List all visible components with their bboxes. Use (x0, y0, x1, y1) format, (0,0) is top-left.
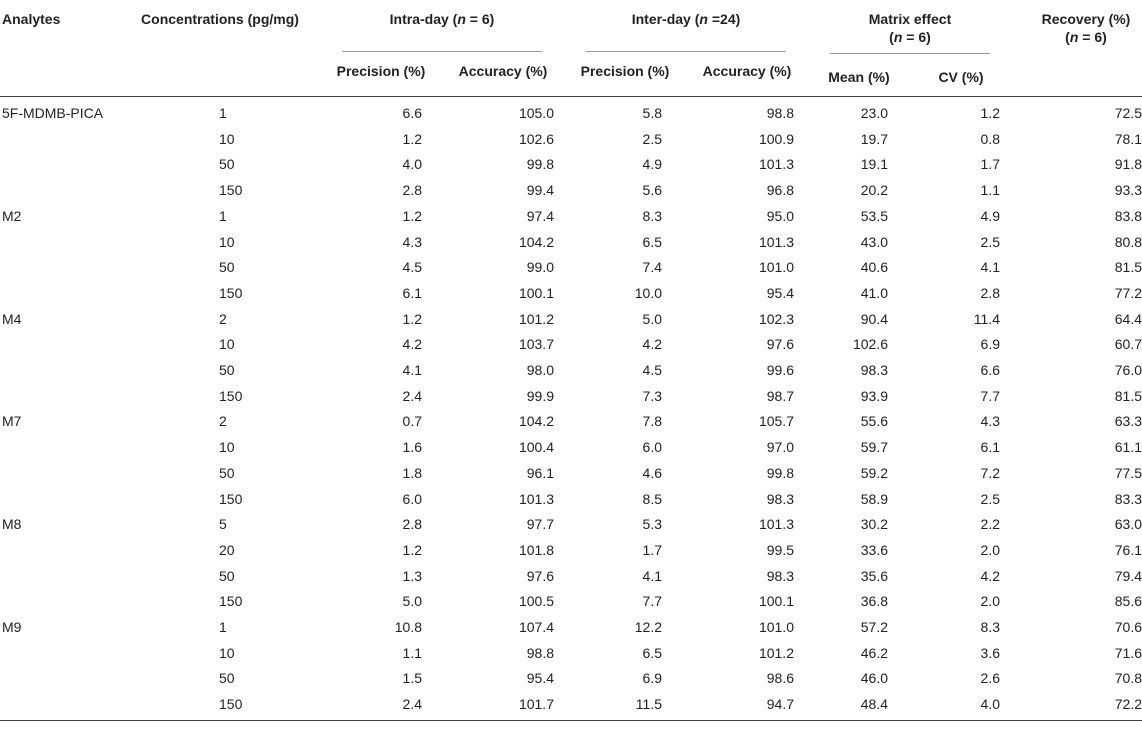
inter-accuracy-cell: 100.1 (758, 593, 794, 610)
inter-precision-cell: 8.5 (642, 490, 662, 507)
intra-precision-cell: 6.6 (402, 105, 422, 121)
matrix-mean-cell: 41.0 (860, 284, 888, 301)
analyte-cell: M4 (2, 310, 22, 327)
concentration-cell: 2 (219, 310, 227, 327)
inter-accuracy-cell: 105.7 (758, 413, 794, 430)
recovery-cell: 85.6 (1114, 593, 1142, 610)
intra-accuracy-cell: 101.3 (518, 490, 554, 507)
analyte-cell (0, 487, 120, 513)
intra-accuracy-cell: 98.8 (526, 644, 554, 661)
matrix-cv-cell: 4.9 (980, 207, 1000, 224)
concentration-cell: 50 (219, 362, 235, 379)
analyte-cell (0, 589, 120, 615)
concentration-cell: 10 (219, 644, 235, 661)
intra-accuracy-cell: 99.4 (526, 182, 554, 199)
matrix-cv-cell: 3.6 (980, 644, 1000, 661)
intra-precision-cell: 0.7 (402, 413, 422, 430)
concentration-cell: 1 (219, 105, 227, 121)
table-row (0, 255, 1142, 281)
table-row (0, 564, 1142, 590)
inter-accuracy-cell: 98.3 (766, 490, 794, 507)
intra-precision-cell: 2.8 (402, 516, 422, 533)
matrix-mean-cell: 35.6 (860, 567, 888, 584)
matrix-cv-cell: 2.6 (980, 670, 1000, 687)
table-row (0, 332, 1142, 358)
inter-precision-cell: 4.6 (642, 464, 662, 481)
inter-accuracy-cell: 96.8 (766, 182, 794, 199)
inter-precision-cell: 4.2 (642, 336, 662, 353)
matrix-cv-cell: 6.1 (980, 439, 1000, 456)
inter-accuracy-cell: 102.3 (758, 310, 794, 327)
matrix-mean-cell: 55.6 (860, 413, 888, 430)
inter-accuracy-cell: 100.9 (758, 130, 794, 147)
intra-precision-cell: 1.2 (402, 207, 422, 224)
matrix-cv-cell: 0.8 (980, 130, 1000, 147)
analyte-cell (0, 564, 120, 590)
inter-accuracy-cell: 97.0 (766, 439, 794, 456)
table-row (0, 384, 1142, 410)
recovery-cell: 63.3 (1114, 413, 1142, 430)
concentration-cell: 10 (219, 130, 235, 147)
concentration-cell: 10 (219, 233, 235, 250)
matrix-mean-cell: 58.9 (860, 490, 888, 507)
table-row (0, 281, 1142, 307)
inter-precision-cell: 4.1 (642, 567, 662, 584)
table-row (0, 152, 1142, 178)
matrix-mean-cell: 43.0 (860, 233, 888, 250)
analyte-cell (0, 666, 120, 692)
concentration-cell: 20 (219, 541, 235, 558)
recovery-cell: 83.8 (1114, 207, 1142, 224)
inter-accuracy-cell: 95.4 (766, 284, 794, 301)
analyte-cell: 5F-MDMB-PICA (2, 105, 104, 121)
intra-accuracy-cell: 99.0 (526, 259, 554, 276)
table-row (0, 435, 1142, 461)
inter-accuracy-cell: 101.3 (758, 233, 794, 250)
matrix-mean-cell: 46.2 (860, 644, 888, 661)
intra-accuracy-cell: 100.1 (518, 284, 554, 301)
inter-accuracy-cell: 99.5 (766, 541, 794, 558)
table-row (0, 692, 1142, 720)
inter-precision-cell: 7.3 (642, 387, 662, 404)
table-row (0, 178, 1142, 204)
concentration-cell: 50 (219, 259, 235, 276)
analyte-cell (0, 538, 120, 564)
intra-accuracy-cell: 99.9 (526, 387, 554, 404)
analyte-cell (0, 384, 120, 410)
intra-precision-cell: 5.0 (402, 593, 422, 610)
intra-day-underline (342, 51, 542, 52)
matrix-cv-cell: 4.3 (980, 413, 1000, 430)
table-row (0, 307, 1142, 333)
inter-precision-cell: 12.2 (634, 619, 662, 636)
inter-accuracy-cell: 94.7 (686, 692, 808, 720)
inter-accuracy-cell: 101.3 (758, 516, 794, 533)
inter-precision-cell: 5.0 (642, 310, 662, 327)
table-row (0, 461, 1142, 487)
recovery-cell: 70.6 (1114, 619, 1142, 636)
table-row (0, 641, 1142, 667)
recovery-cell: 77.5 (1114, 464, 1142, 481)
header-intra-day: Intra-day (n = 6) (320, 0, 564, 46)
analyte-cell: M9 (2, 619, 22, 636)
intra-precision-cell: 4.2 (402, 336, 422, 353)
matrix-mean-cell: 53.5 (860, 207, 888, 224)
recovery-cell: 70.8 (1114, 670, 1142, 687)
header-inter-precision: Precision (%) (564, 46, 686, 97)
analyte-cell (0, 692, 120, 720)
recovery-cell: 72.5 (1114, 105, 1142, 121)
recovery-cell: 78.1 (1114, 130, 1142, 147)
concentration-cell: 150 (219, 284, 243, 301)
recovery-cell: 64.4 (1114, 310, 1142, 327)
analyte-cell (0, 358, 120, 384)
matrix-mean-cell: 19.1 (860, 156, 888, 173)
header-concentrations: Concentrations (pg/mg) (120, 0, 320, 97)
matrix-mean-cell: 59.2 (860, 464, 888, 481)
concentration-cell: 1 (219, 207, 227, 224)
inter-accuracy-cell: 98.7 (766, 387, 794, 404)
intra-accuracy-cell: 101.2 (518, 310, 554, 327)
matrix-cv-cell: 2.2 (980, 516, 1000, 533)
intra-precision-cell: 1.2 (402, 541, 422, 558)
intra-accuracy-cell: 97.6 (526, 567, 554, 584)
matrix-cv-cell: 4.1 (980, 259, 1000, 276)
intra-accuracy-cell: 101.8 (518, 541, 554, 558)
table-row (0, 97, 1142, 127)
inter-precision-cell: 4.5 (642, 362, 662, 379)
matrix-mean-cell: 20.2 (860, 182, 888, 199)
matrix-mean-cell: 33.6 (860, 541, 888, 558)
analyte-cell (0, 332, 120, 358)
inter-accuracy-cell: 98.8 (766, 105, 794, 121)
analyte-cell: M8 (2, 516, 22, 533)
matrix-mean-cell: 40.6 (860, 259, 888, 276)
recovery-cell: 93.3 (1114, 182, 1142, 199)
concentration-cell: 10 (219, 336, 235, 353)
intra-precision-cell: 10.8 (394, 619, 422, 636)
analyte-cell: M2 (2, 207, 22, 224)
intra-accuracy-cell: 96.1 (526, 464, 554, 481)
intra-accuracy-cell: 100.5 (518, 593, 554, 610)
matrix-cv-cell: 7.2 (980, 464, 1000, 481)
table-row (0, 615, 1142, 641)
concentration-cell: 2 (219, 413, 227, 430)
inter-accuracy-cell: 98.3 (766, 567, 794, 584)
matrix-mean-cell: 48.4 (808, 692, 910, 720)
recovery-cell: 76.1 (1114, 541, 1142, 558)
header-recovery: Recovery (%) (n = 6) (1012, 0, 1142, 97)
concentration-cell: 50 (219, 464, 235, 481)
table-row (0, 127, 1142, 153)
inter-accuracy-cell: 95.0 (766, 207, 794, 224)
matrix-mean-cell: 36.8 (860, 593, 888, 610)
intra-accuracy-cell: 98.0 (526, 362, 554, 379)
inter-precision-cell: 7.8 (642, 413, 662, 430)
table-row (0, 230, 1142, 256)
inter-precision-cell: 4.9 (642, 156, 662, 173)
intra-accuracy-cell: 97.7 (526, 516, 554, 533)
intra-accuracy-cell: 104.2 (518, 233, 554, 250)
recovery-cell: 83.3 (1114, 490, 1142, 507)
inter-precision-cell: 5.6 (642, 182, 662, 199)
inter-precision-cell: 8.3 (642, 207, 662, 224)
intra-precision-cell: 4.0 (402, 156, 422, 173)
intra-precision-cell: 6.1 (402, 284, 422, 301)
analyte-cell (0, 281, 120, 307)
matrix-cv-cell: 4.0 (910, 692, 1012, 720)
analyte-cell: M7 (2, 413, 22, 430)
header-inter-day: Inter-day (n =24) (564, 0, 808, 46)
header-intra-precision: Precision (%) (320, 46, 442, 97)
intra-precision-cell: 6.0 (402, 490, 422, 507)
matrix-cv-cell: 2.0 (980, 541, 1000, 558)
table-body (0, 97, 1142, 721)
matrix-mean-cell: 90.4 (860, 310, 888, 327)
matrix-cv-cell: 6.6 (980, 362, 1000, 379)
analyte-cell (0, 178, 120, 204)
header-cv: CV (%) (910, 46, 1012, 97)
matrix-cv-cell: 11.4 (973, 310, 1000, 327)
intra-accuracy-cell: 99.8 (526, 156, 554, 173)
analyte-cell (0, 127, 120, 153)
matrix-mean-cell: 102.6 (852, 336, 888, 353)
inter-accuracy-cell: 101.0 (758, 259, 794, 276)
matrix-mean-cell: 59.7 (860, 439, 888, 456)
intra-precision-cell: 4.1 (402, 362, 422, 379)
intra-precision-cell: 2.4 (402, 387, 422, 404)
table-row (0, 512, 1142, 538)
inter-precision-cell: 7.4 (642, 259, 662, 276)
matrix-cv-cell: 1.1 (980, 182, 1000, 199)
intra-accuracy-cell: 102.6 (518, 130, 554, 147)
table-row (0, 487, 1142, 513)
recovery-cell: 63.0 (1114, 516, 1142, 533)
intra-precision-cell: 4.3 (402, 233, 422, 250)
inter-accuracy-cell: 99.8 (766, 464, 794, 481)
recovery-cell: 77.2 (1114, 284, 1142, 301)
matrix-cv-cell: 2.5 (980, 233, 1000, 250)
concentration-cell: 150 (219, 387, 243, 404)
recovery-cell: 91.8 (1114, 156, 1142, 173)
inter-accuracy-cell: 101.3 (758, 156, 794, 173)
matrix-cv-cell: 1.7 (980, 156, 1000, 173)
table-row (0, 666, 1142, 692)
intra-precision-cell: 4.5 (402, 259, 422, 276)
inter-precision-cell: 6.5 (642, 233, 662, 250)
matrix-cv-cell: 6.9 (980, 336, 1000, 353)
matrix-mean-cell: 23.0 (860, 105, 888, 121)
recovery-cell: 61.1 (1114, 439, 1142, 456)
matrix-cv-cell: 4.2 (980, 567, 1000, 584)
table-row (0, 589, 1142, 615)
matrix-cv-cell: 8.3 (980, 619, 1000, 636)
inter-accuracy-cell: 99.6 (766, 362, 794, 379)
intra-precision-cell: 1.1 (402, 644, 422, 661)
inter-accuracy-cell: 97.6 (766, 336, 794, 353)
intra-precision-cell: 2.8 (402, 182, 422, 199)
intra-accuracy-cell: 105.0 (518, 105, 554, 121)
matrix-cv-cell: 7.7 (980, 387, 1000, 404)
matrix-mean-cell: 57.2 (860, 619, 888, 636)
analyte-cell (0, 435, 120, 461)
recovery-cell: 72.2 (1012, 692, 1142, 720)
inter-precision-cell: 11.5 (564, 692, 686, 720)
inter-accuracy-cell: 101.0 (758, 619, 794, 636)
analyte-cell (0, 152, 120, 178)
analyte-cell (0, 461, 120, 487)
intra-precision-cell: 2.4 (320, 692, 442, 720)
intra-precision-cell: 1.3 (402, 567, 422, 584)
inter-precision-cell: 6.5 (642, 644, 662, 661)
header-matrix-effect: Matrix effect (n = 6) (808, 0, 1012, 46)
concentration-cell: 50 (219, 156, 235, 173)
intra-precision-cell: 1.2 (402, 130, 422, 147)
header-analytes: Analytes (0, 0, 120, 97)
inter-precision-cell: 6.9 (642, 670, 662, 687)
analyte-cell (0, 230, 120, 256)
table-row (0, 409, 1142, 435)
analyte-cell (0, 641, 120, 667)
matrix-mean-cell: 19.7 (860, 130, 888, 147)
matrix-cv-cell: 2.0 (980, 593, 1000, 610)
intra-accuracy-cell: 101.7 (442, 692, 564, 720)
matrix-mean-cell: 93.9 (860, 387, 888, 404)
recovery-cell: 80.8 (1114, 233, 1142, 250)
inter-accuracy-cell: 101.2 (758, 644, 794, 661)
matrix-cv-cell: 1.2 (980, 105, 1000, 121)
inter-precision-cell: 7.7 (642, 593, 662, 610)
recovery-cell: 81.5 (1114, 259, 1142, 276)
intra-precision-cell: 1.5 (402, 670, 422, 687)
inter-accuracy-cell: 98.6 (766, 670, 794, 687)
inter-precision-cell: 5.3 (642, 516, 662, 533)
inter-day-underline (586, 51, 786, 52)
header-intra-accuracy: Accuracy (%) (442, 46, 564, 97)
intra-precision-cell: 1.2 (402, 310, 422, 327)
header-mean: Mean (%) (808, 46, 910, 97)
intra-precision-cell: 1.8 (402, 464, 422, 481)
concentration-cell: 150 (120, 692, 320, 720)
intra-accuracy-cell: 95.4 (526, 670, 554, 687)
inter-precision-cell: 2.5 (642, 130, 662, 147)
intra-accuracy-cell: 97.4 (526, 207, 554, 224)
header-inter-accuracy: Accuracy (%) (686, 46, 808, 97)
inter-precision-cell: 1.7 (642, 541, 662, 558)
intra-precision-cell: 1.6 (402, 439, 422, 456)
concentration-cell: 150 (219, 182, 243, 199)
recovery-cell: 60.7 (1114, 336, 1142, 353)
analyte-cell (0, 255, 120, 281)
recovery-cell: 81.5 (1114, 387, 1142, 404)
concentration-cell: 5 (219, 516, 227, 533)
matrix-mean-cell: 46.0 (860, 670, 888, 687)
recovery-cell: 71.6 (1114, 644, 1142, 661)
recovery-cell: 76.0 (1114, 362, 1142, 379)
matrix-mean-cell: 30.2 (860, 516, 888, 533)
intra-accuracy-cell: 104.2 (518, 413, 554, 430)
recovery-cell: 79.4 (1114, 567, 1142, 584)
concentration-cell: 50 (219, 567, 235, 584)
table-row (0, 358, 1142, 384)
concentration-cell: 50 (219, 670, 235, 687)
matrix-effect-underline (830, 53, 990, 54)
intra-accuracy-cell: 107.4 (518, 619, 554, 636)
intra-accuracy-cell: 100.4 (518, 439, 554, 456)
concentration-cell: 150 (219, 593, 243, 610)
concentration-cell: 10 (219, 439, 235, 456)
inter-precision-cell: 5.8 (642, 105, 662, 121)
matrix-cv-cell: 2.8 (980, 284, 1000, 301)
intra-accuracy-cell: 103.7 (518, 336, 554, 353)
matrix-cv-cell: 2.5 (980, 490, 1000, 507)
inter-precision-cell: 6.0 (642, 439, 662, 456)
inter-precision-cell: 10.0 (634, 284, 662, 301)
table-row (0, 538, 1142, 564)
table-row (0, 204, 1142, 230)
concentration-cell: 150 (219, 490, 243, 507)
concentration-cell: 1 (219, 619, 227, 636)
matrix-mean-cell: 98.3 (860, 362, 888, 379)
